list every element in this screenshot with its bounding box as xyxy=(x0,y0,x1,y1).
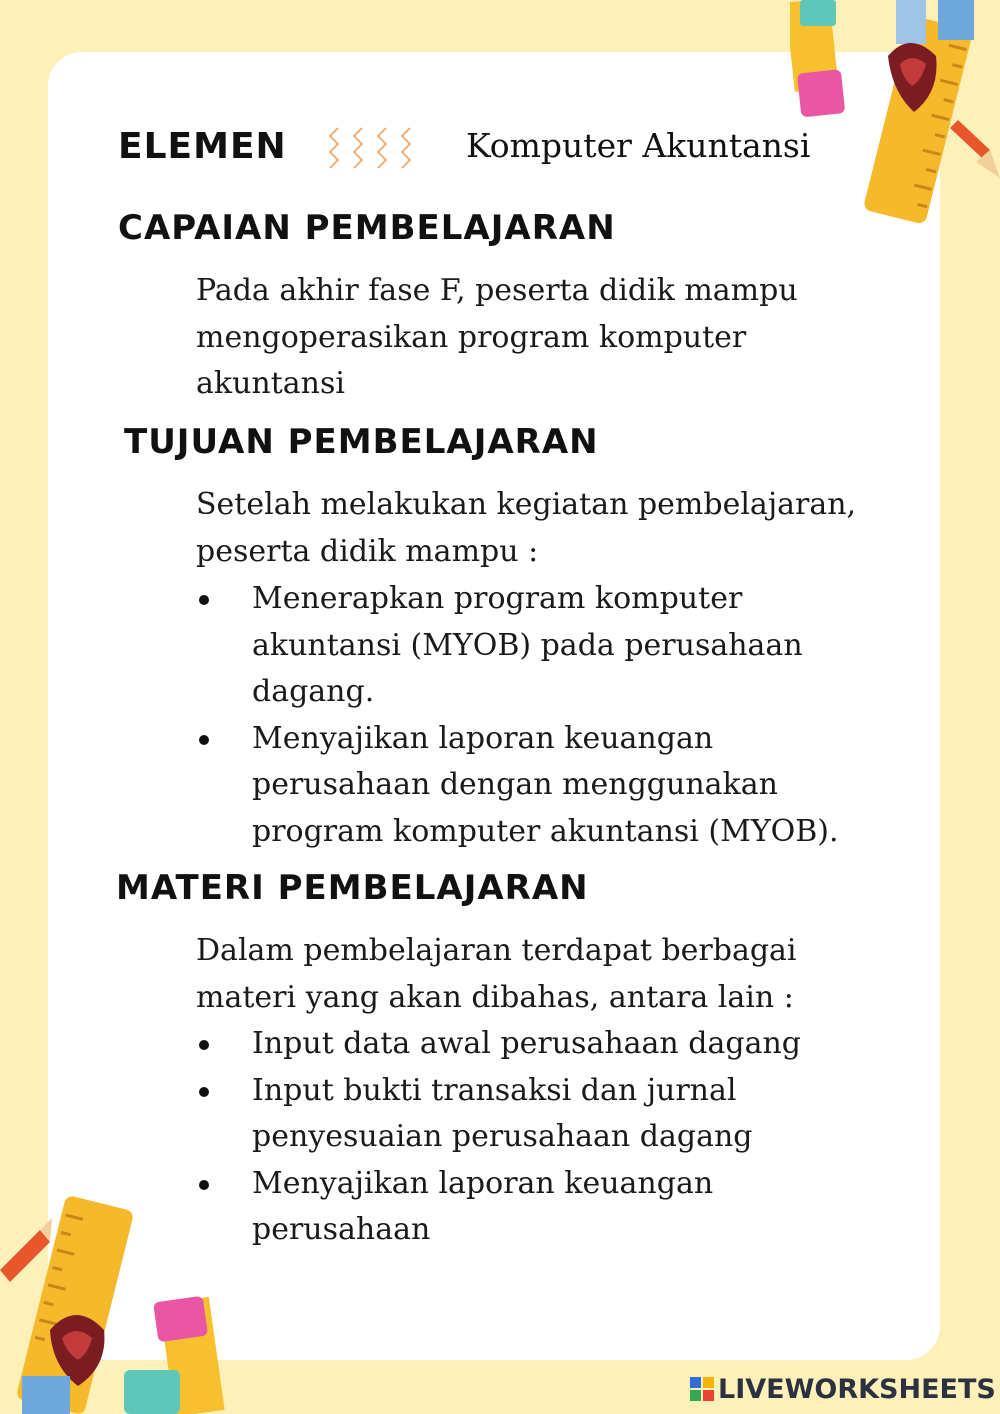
pencil-icon xyxy=(0,1218,52,1282)
list-item xyxy=(196,1068,801,1161)
bullet-icon xyxy=(199,1180,209,1190)
list-item xyxy=(196,1161,801,1254)
paragraph-line: peserta didik mampu : xyxy=(196,533,539,569)
list-item-line: program komputer akuntansi (MYOB). xyxy=(252,813,839,849)
bullet-icon xyxy=(199,1040,209,1050)
tujuan-heading: TUJUAN PEMBELAJARAN xyxy=(124,422,599,462)
materi-heading: MATERI PEMBELAJARAN xyxy=(116,868,589,908)
paragraph-line: Pada akhir fase F, peserta didik mampu xyxy=(196,273,798,308)
bullet-icon xyxy=(199,1087,209,1097)
bullet-icon xyxy=(199,595,209,605)
list-item-line: Menerapkan program komputer xyxy=(252,581,743,616)
materi-intro xyxy=(196,928,797,1021)
paragraph-line: akuntansi xyxy=(196,366,345,401)
list-item-line: perusahaan xyxy=(252,1212,431,1247)
elemen-value: Komputer Akuntansi xyxy=(466,126,811,165)
paragraph-line: mengoperasikan program komputer xyxy=(196,319,747,355)
paragraph-line: Setelah melakukan kegiatan pembelajaran, xyxy=(196,487,857,522)
list-item xyxy=(196,576,839,716)
paragraph-line: materi yang akan dibahas, antara lain : xyxy=(196,979,794,1015)
pencil-icon xyxy=(950,120,1000,178)
list-item-line: akuntansi (MYOB) pada perusahaan xyxy=(252,627,803,663)
school-supplies-decoration-top-right xyxy=(790,0,1000,230)
eraser-pencil-icon xyxy=(124,1296,225,1414)
bullet-icon xyxy=(199,735,209,745)
paragraph-line: Dalam pembelajaran terdapat berbagai xyxy=(196,933,797,968)
zigzag-divider-icon xyxy=(324,126,420,170)
eraser-pencil-icon xyxy=(790,0,845,117)
list-item-line: penyesuaian perusahaan dagang xyxy=(252,1119,753,1154)
list-item-line: Input bukti transaksi dan jurnal xyxy=(252,1072,737,1108)
list-item-line: Menyajikan laporan keuangan xyxy=(252,720,714,756)
list-item-line: Input data awal perusahaan dagang xyxy=(252,1026,801,1061)
capaian-heading: CAPAIAN PEMBELAJARAN xyxy=(118,208,616,248)
list-item xyxy=(196,1021,801,1068)
liveworksheets-logo[interactable] xyxy=(690,1372,996,1406)
elemen-label: ELEMEN xyxy=(118,126,287,167)
capaian-paragraph xyxy=(196,268,798,408)
logo-text: LIVEWORKSHEETS xyxy=(718,1373,996,1405)
tujuan-bullet-list xyxy=(196,576,839,855)
list-item xyxy=(196,716,839,856)
list-item-line: Menyajikan laporan keuangan xyxy=(252,1165,714,1201)
list-item-line: dagang. xyxy=(252,674,375,709)
tujuan-intro xyxy=(196,482,856,575)
materi-bullet-list xyxy=(196,1021,801,1254)
list-item-line: perusahaan dengan menggunakan xyxy=(252,767,778,802)
liveworksheets-logo-icon xyxy=(690,1377,714,1401)
